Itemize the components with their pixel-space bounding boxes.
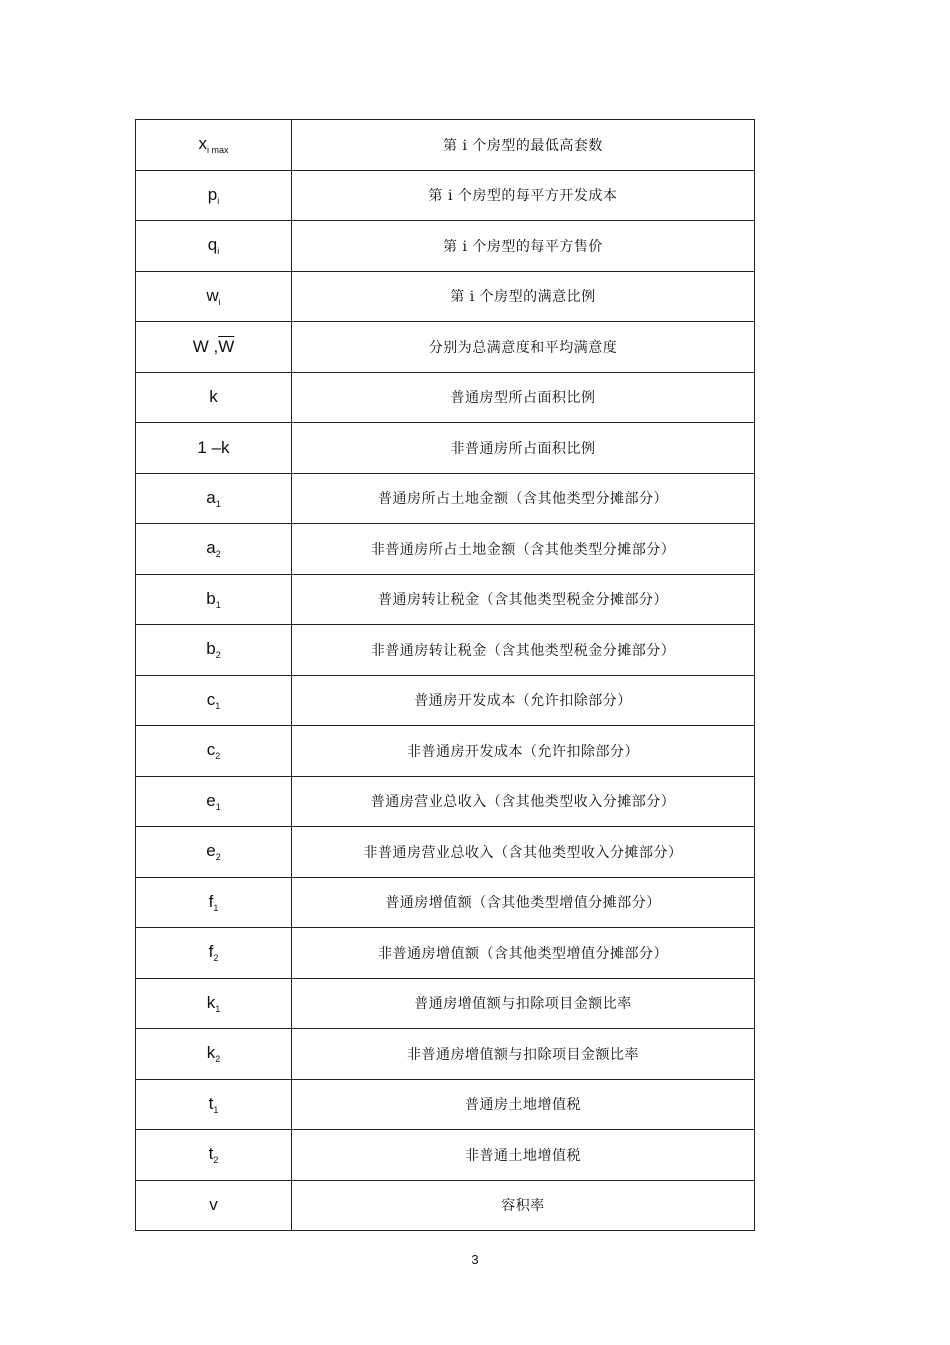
symbol-base: a (206, 538, 216, 558)
symbol-cell (136, 1130, 292, 1181)
symbol-base: f (208, 942, 214, 962)
table-row (136, 726, 755, 777)
symbol-subscript: 2 (215, 549, 221, 560)
table-row (136, 675, 755, 726)
description-cell: 第 i 个房型的每平方开发成本 (292, 170, 755, 221)
symbol-subscript: i max (206, 145, 229, 156)
symbol-cell (136, 726, 292, 777)
symbol-subscript: 2 (215, 1054, 221, 1065)
symbol-cell (136, 978, 292, 1029)
symbol-cell (136, 473, 292, 524)
description-cell: 普通房转让税金（含其他类型税金分摊部分） (292, 574, 755, 625)
table-row (136, 1079, 755, 1130)
symbol-base: x (198, 134, 207, 154)
symbol-subscript: 1 (215, 599, 221, 610)
description-cell: 普通房增值额（含其他类型增值分摊部分） (292, 877, 755, 928)
symbol-subscript: 1 (215, 700, 221, 711)
description-cell: 非普通土地增值税 (292, 1130, 755, 1181)
symbol-cell (136, 625, 292, 676)
symbol-cell (136, 1029, 292, 1080)
symbol-subscript: 2 (213, 953, 219, 964)
description-cell: 第 i 个房型的每平方售价 (292, 221, 755, 272)
page-number: 3 (471, 1252, 479, 1267)
symbol-base: k (206, 1043, 216, 1063)
symbol-base: b (206, 639, 216, 659)
symbol-base: k (206, 992, 216, 1012)
description-cell: 第 i 个房型的满意比例 (292, 271, 755, 322)
symbol-subscript: 1 (215, 1003, 221, 1014)
table-row (136, 978, 755, 1029)
symbol-base: e (206, 790, 216, 810)
symbol-cell (136, 1079, 292, 1130)
table-row (136, 776, 755, 827)
description-cell: 非普通房所占土地金额（含其他类型分摊部分） (292, 524, 755, 575)
symbol-overline: $\overline{W}$ (218, 336, 235, 356)
description-cell: 分别为总满意度和平均满意度 (292, 322, 755, 373)
symbol-base: a (206, 487, 216, 507)
description-cell: 非普通房增值额（含其他类型增值分摊部分） (292, 928, 755, 979)
symbol-base: p (207, 184, 218, 204)
table-row (136, 1180, 755, 1231)
description-cell: 普通房土地增值税 (292, 1079, 755, 1130)
symbol-subscript: 2 (213, 1155, 219, 1166)
table-row (136, 574, 755, 625)
description-cell: 非普通房营业总收入（含其他类型收入分摊部分） (292, 827, 755, 878)
symbol-cell (136, 120, 292, 171)
symbol-subscript: 1 (215, 498, 221, 509)
symbol-cell (136, 1180, 292, 1231)
symbol-table (135, 119, 755, 1231)
table-row (136, 1130, 755, 1181)
symbol-cell (136, 170, 292, 221)
symbol-base: v (209, 1195, 218, 1215)
table-row (136, 473, 755, 524)
symbol-base: W , (192, 336, 219, 356)
table-row (136, 221, 755, 272)
description-cell: 非普通房开发成本（允许扣除部分） (292, 726, 755, 777)
symbol-base: 1 –k (197, 437, 230, 457)
symbol-subscript: 2 (215, 751, 221, 762)
symbol-cell (136, 524, 292, 575)
table-row (136, 322, 755, 373)
description-cell: 普通房所占土地金额（含其他类型分摊部分） (292, 473, 755, 524)
description-cell: 普通房开发成本（允许扣除部分） (292, 675, 755, 726)
symbol-base: c (206, 689, 216, 709)
symbol-subscript: i (217, 195, 220, 206)
table-row (136, 524, 755, 575)
table-row (136, 170, 755, 221)
symbol-base: f (208, 891, 214, 911)
symbol-base: q (207, 235, 218, 255)
symbol-cell (136, 675, 292, 726)
symbol-base: k (209, 387, 218, 407)
symbol-subscript: 2 (215, 852, 221, 863)
symbol-subscript: i (217, 246, 220, 257)
description-cell: 普通房增值额与扣除项目金额比率 (292, 978, 755, 1029)
description-cell: 容积率 (292, 1180, 755, 1231)
description-cell: 普通房营业总收入（含其他类型收入分摊部分） (292, 776, 755, 827)
symbol-base: t (208, 1093, 214, 1113)
symbol-base: b (206, 588, 216, 608)
table-row (136, 928, 755, 979)
description-cell: 第 i 个房型的最低高套数 (292, 120, 755, 171)
description-cell: 非普通房转让税金（含其他类型税金分摊部分） (292, 625, 755, 676)
symbol-subscript: 1 (213, 1104, 219, 1115)
symbol-base: w (206, 285, 219, 305)
symbol-cell (136, 827, 292, 878)
table-row (136, 625, 755, 676)
symbol-cell (136, 271, 292, 322)
table-row (136, 877, 755, 928)
symbol-cell (136, 776, 292, 827)
table-row (136, 423, 755, 474)
symbol-subscript: i (218, 296, 221, 307)
symbol-subscript: 1 (213, 902, 219, 913)
symbol-table-body (136, 120, 755, 1231)
table-row (136, 827, 755, 878)
symbol-cell (136, 423, 292, 474)
description-cell: 非普通房所占面积比例 (292, 423, 755, 474)
symbol-cell (136, 221, 292, 272)
table-row (136, 271, 755, 322)
symbol-subscript: 1 (215, 801, 221, 812)
table-row (136, 372, 755, 423)
symbol-subscript: 2 (215, 650, 221, 661)
description-cell: 普通房型所占面积比例 (292, 372, 755, 423)
symbol-base: e (206, 841, 216, 861)
symbol-cell (136, 928, 292, 979)
description-cell: 非普通房增值额与扣除项目金额比率 (292, 1029, 755, 1080)
symbol-base: t (208, 1144, 214, 1164)
symbol-cell (136, 877, 292, 928)
table-row (136, 120, 755, 171)
table-row (136, 1029, 755, 1080)
symbol-cell (136, 322, 292, 373)
symbol-cell (136, 574, 292, 625)
symbol-cell (136, 372, 292, 423)
symbol-base: c (206, 740, 216, 760)
